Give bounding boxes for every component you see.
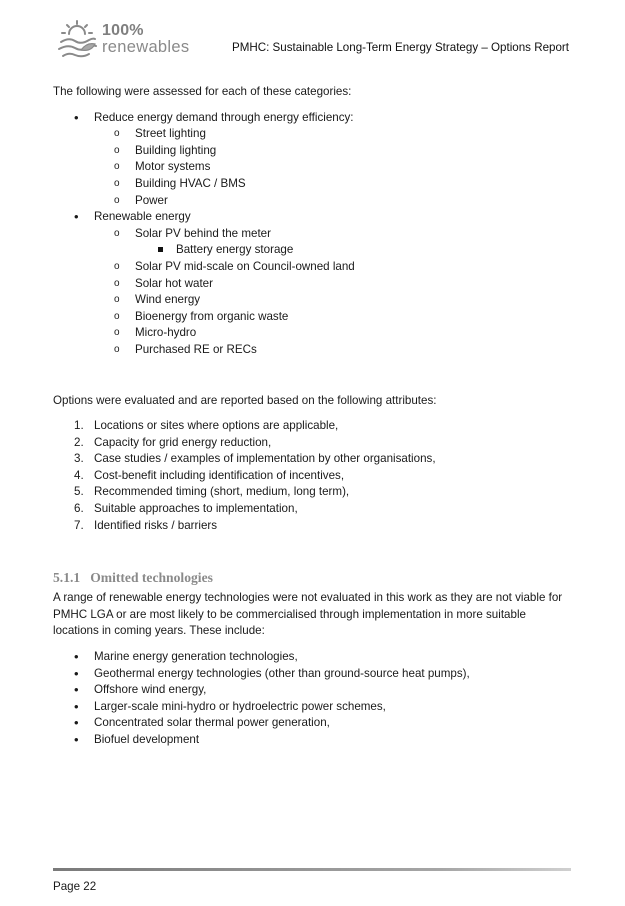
circle-bullet-icon: o	[114, 128, 120, 140]
list-item	[53, 126, 573, 143]
item-label: Building lighting	[135, 143, 217, 157]
circle-bullet-icon: o	[114, 277, 120, 289]
item-label: Concentrated solar thermal power generation,	[94, 716, 330, 730]
sublist	[94, 226, 573, 359]
item-number: 4.	[74, 468, 84, 482]
item-label: Power	[135, 193, 168, 207]
list-item	[53, 209, 573, 358]
omitted-technologies-list	[53, 649, 573, 749]
bullet-icon: •	[74, 209, 79, 225]
item-number: 5.	[74, 485, 84, 499]
list-item	[53, 468, 573, 485]
circle-bullet-icon: o	[114, 327, 120, 339]
intro-paragraph: The following were assessed for each of these categories:	[53, 85, 352, 98]
list-item	[53, 226, 573, 259]
circle-bullet-icon: o	[114, 144, 120, 156]
bullet-icon: •	[74, 682, 79, 698]
sub-sublist	[135, 242, 573, 259]
document-header-title: PMHC: Sustainable Long-Term Energy Strategy – Options Report	[231, 41, 569, 54]
list-item	[53, 418, 573, 435]
list-item	[53, 435, 573, 452]
attributes-intro: Options were evaluated and are reported based on the following attributes:	[53, 393, 437, 407]
list-item	[53, 501, 573, 518]
item-label: Suitable approaches to implementation,	[94, 502, 298, 516]
list-item	[53, 715, 573, 732]
item-label: Recommended timing (short, medium, long term),	[94, 485, 350, 499]
circle-bullet-icon: o	[114, 294, 120, 306]
section-number: 5.1.1	[53, 570, 81, 586]
item-label: Locations or sites where options are applicable,	[94, 419, 339, 433]
item-label: Cost-benefit including identification of incentives,	[94, 468, 345, 482]
item-label: Battery energy storage	[176, 243, 294, 257]
list-item	[53, 292, 573, 309]
item-label: Purchased RE or RECs	[135, 342, 257, 356]
sun-leaf-logo-icon	[55, 20, 99, 60]
item-label: Case studies / examples of implementation by other organisations,	[94, 452, 436, 466]
list-item	[53, 110, 573, 210]
list-item	[53, 699, 573, 716]
item-label: Building HVAC / BMS	[135, 176, 246, 190]
attributes-list	[53, 418, 573, 534]
item-label: Solar PV behind the meter	[135, 226, 271, 240]
item-label: Biofuel development	[94, 733, 200, 746]
circle-bullet-icon: o	[114, 343, 120, 355]
section-title: Omitted technologies	[90, 570, 213, 586]
logo-text-100: 100%	[102, 22, 144, 39]
section-paragraph: A range of renewable energy technologies were not evaluated in this work as they are not viable for PMHC LGA or are most likely to be commercialised through implementation in more suitable locations in coming years. These include:	[53, 591, 563, 638]
logo-text-renewables: renewables	[102, 38, 190, 56]
list-item	[53, 276, 573, 293]
square-bullet-icon	[158, 247, 163, 252]
item-label: Offshore wind energy,	[94, 683, 207, 697]
list-item	[53, 649, 573, 666]
item-label: Marine energy generation technologies,	[94, 650, 298, 664]
page-number: Page 22	[53, 880, 97, 893]
item-label: Micro-hydro	[135, 326, 197, 340]
item-label: Identified risks / barriers	[94, 518, 218, 532]
list-item	[53, 242, 573, 259]
list-item	[53, 159, 573, 176]
circle-bullet-icon: o	[114, 310, 120, 322]
list-item	[53, 309, 573, 326]
item-label: Geothermal energy technologies (other than ground-source heat pumps),	[94, 666, 470, 680]
item-label: Wind energy	[135, 293, 201, 307]
category-label: Reduce energy demand through energy efficiency:	[94, 110, 354, 124]
item-label: Bioenergy from organic waste	[135, 309, 289, 323]
logo	[55, 18, 195, 60]
section-heading	[53, 570, 573, 586]
bullet-icon: •	[74, 665, 79, 681]
circle-bullet-icon: o	[114, 227, 120, 239]
item-label: Capacity for grid energy reduction,	[94, 435, 272, 449]
list-item	[53, 682, 573, 699]
circle-bullet-icon: o	[114, 260, 120, 272]
list-item	[53, 732, 573, 749]
item-number: 7.	[74, 518, 84, 532]
item-number: 6.	[74, 502, 84, 516]
category-label: Renewable energy	[94, 210, 191, 224]
bullet-icon: •	[74, 715, 79, 731]
sublist	[94, 126, 573, 209]
list-item	[53, 484, 573, 501]
list-item	[53, 325, 573, 342]
list-item	[53, 193, 573, 210]
circle-bullet-icon: o	[114, 177, 120, 189]
list-item	[53, 176, 573, 193]
list-item	[53, 518, 573, 535]
item-label: Solar PV mid-scale on Council-owned land	[135, 259, 355, 273]
bullet-icon: •	[74, 732, 79, 747]
list-item	[53, 342, 573, 359]
page-content	[53, 84, 573, 749]
categories-list	[53, 110, 573, 359]
list-item	[53, 666, 573, 683]
item-label: Motor systems	[135, 160, 211, 174]
item-label: Larger-scale mini-hydro or hydroelectric power schemes,	[94, 699, 386, 713]
bullet-icon: •	[74, 109, 79, 125]
item-number: 1.	[74, 419, 84, 433]
list-item	[53, 451, 573, 468]
item-label: Solar hot water	[135, 276, 213, 290]
bullet-icon: •	[74, 649, 79, 665]
item-label: Street lighting	[135, 127, 206, 141]
bullet-icon: •	[74, 698, 79, 714]
circle-bullet-icon: o	[114, 194, 120, 206]
footer-divider	[53, 868, 571, 871]
list-item	[53, 259, 573, 276]
item-number: 2.	[74, 435, 84, 449]
circle-bullet-icon: o	[114, 161, 120, 173]
item-number: 3.	[74, 452, 84, 466]
list-item	[53, 143, 573, 160]
